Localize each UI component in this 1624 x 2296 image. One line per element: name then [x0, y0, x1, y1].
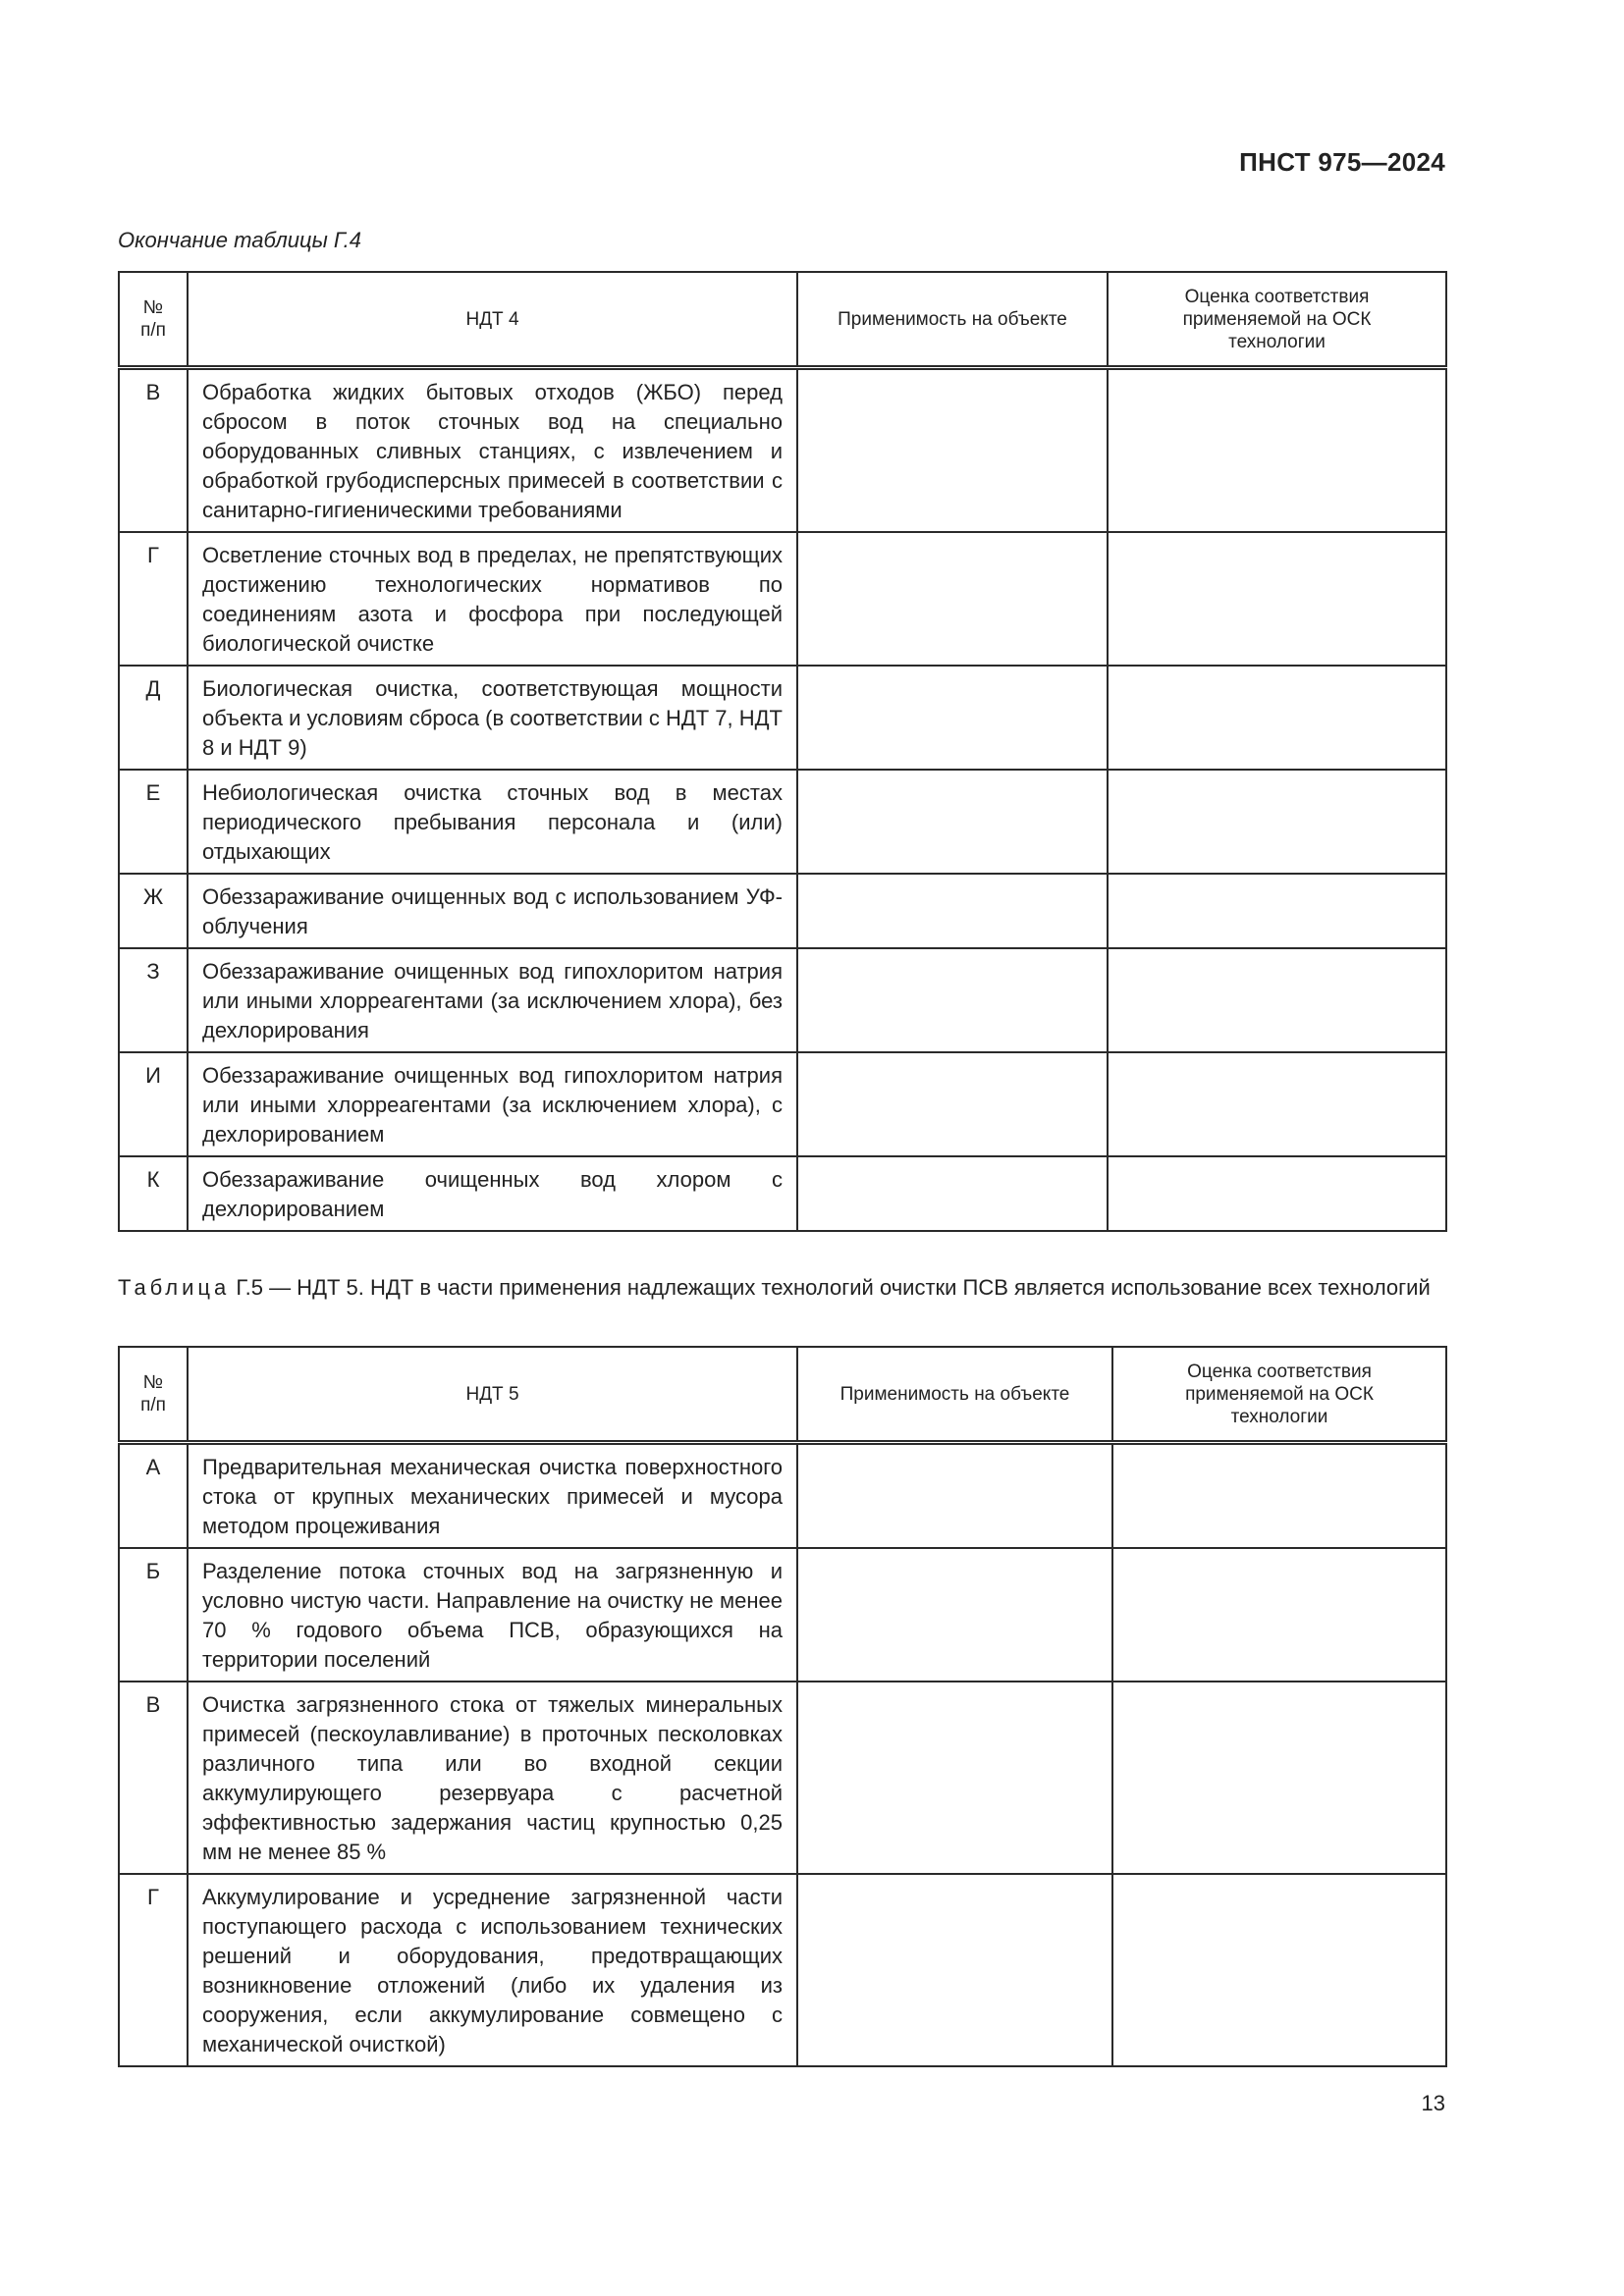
table-g4-body: [119, 368, 1446, 1232]
row-number-cell: Г: [119, 1874, 188, 2066]
row-assessment-cell: [1112, 1682, 1446, 1874]
table-row: [119, 770, 1446, 874]
row-applicability-cell: [797, 1548, 1112, 1682]
header-applicability: Применимость на объекте: [797, 1347, 1112, 1443]
header-assessment-line1: Оценка соответствия: [1187, 1361, 1372, 1382]
header-num: [119, 1347, 188, 1443]
header-assessment: [1108, 272, 1446, 368]
row-applicability-cell: [797, 948, 1108, 1052]
row-applicability-cell: [797, 1156, 1108, 1231]
row-number-cell: А: [119, 1443, 188, 1549]
row-number-cell: Б: [119, 1548, 188, 1682]
row-description-cell: Обработка жидких бытовых отходов (ЖБО) перед сбросом в поток сточных вод на специально оборудованных сливных станциях, с извлечением и обработкой грубодисперсных примесей в соответствии с санитарно-гигиеническими требованиями: [188, 368, 797, 533]
document-code: ПНСТ 975—2024: [1239, 147, 1445, 177]
header-num-line2: п/п: [140, 1395, 166, 1415]
row-applicability-cell: [797, 770, 1108, 874]
row-assessment-cell: [1108, 874, 1446, 948]
row-assessment-cell: [1112, 1443, 1446, 1549]
table-continuation-label: Окончание таблицы Г.4: [118, 228, 361, 252]
table-row: [119, 1548, 1446, 1682]
row-description-cell: Аккумулирование и усреднение загрязненной части поступающего расхода с использованием технических решений и оборудования, предотвращающих возникновение отложений (либо их удаления из сооружения, если аккумулирование совмещено с механической очисткой): [188, 1874, 797, 2066]
row-assessment-cell: [1108, 1156, 1446, 1231]
table-row: [119, 948, 1446, 1052]
table-row: [119, 1443, 1446, 1549]
table-row: [119, 1052, 1446, 1156]
table-row: [119, 1682, 1446, 1874]
table-row: [119, 666, 1446, 770]
table-row: [119, 1156, 1446, 1231]
table-g5: [118, 1346, 1447, 2067]
header-assessment: [1112, 1347, 1446, 1443]
row-assessment-cell: [1108, 666, 1446, 770]
row-assessment-cell: [1112, 1548, 1446, 1682]
row-applicability-cell: [797, 1443, 1112, 1549]
row-applicability-cell: [797, 368, 1108, 533]
table-g5-header: [119, 1347, 1446, 1443]
row-description-cell: Обеззараживание очищенных вод гипохлоритом натрия или иными хлорреагентами (за исключением хлора), с дехлорированием: [188, 1052, 797, 1156]
row-number-cell: В: [119, 368, 188, 533]
page-number: 13: [1421, 2091, 1445, 2115]
row-description-cell: Обеззараживание очищенных вод гипохлоритом натрия или иными хлорреагентами (за исключением хлора), без дехлорирования: [188, 948, 797, 1052]
row-description-cell: Предварительная механическая очистка поверхностного стока от крупных механических примесей и мусора методом процеживания: [188, 1443, 797, 1549]
table-g5-caption-text: Г.5 — НДТ 5. НДТ в части применения надлежащих технологий очистки ПСВ является использование всех технологий: [230, 1275, 1431, 1300]
table-g4-header: [119, 272, 1446, 368]
row-number-cell: Д: [119, 666, 188, 770]
row-description-cell: Осветление сточных вод в пределах, не препятствующих достижению технологических нормативов по соединениям азота и фосфора при последующей биологической очистке: [188, 532, 797, 666]
row-number-cell: Е: [119, 770, 188, 874]
header-assessment-line3: технологии: [1228, 331, 1326, 352]
row-number-cell: Ж: [119, 874, 188, 948]
header-assessment-line3: технологии: [1230, 1406, 1328, 1427]
header-applicability: Применимость на объекте: [797, 272, 1108, 368]
row-number-cell: Г: [119, 532, 188, 666]
header-assessment-line1: Оценка соответствия: [1184, 286, 1370, 307]
table-g5-body: [119, 1443, 1446, 2067]
row-number-cell: И: [119, 1052, 188, 1156]
row-applicability-cell: [797, 1874, 1112, 2066]
row-assessment-cell: [1108, 368, 1446, 533]
table-g5-caption: [118, 1273, 1445, 1303]
row-assessment-cell: [1112, 1874, 1446, 2066]
row-description-cell: Обеззараживание очищенных вод с использованием УФ-облучения: [188, 874, 797, 948]
row-applicability-cell: [797, 666, 1108, 770]
header-ndt: НДТ 4: [188, 272, 797, 368]
header-assessment-line2: применяемой на ОСК: [1185, 1383, 1374, 1405]
row-number-cell: В: [119, 1682, 188, 1874]
row-applicability-cell: [797, 1052, 1108, 1156]
table-header-row: [119, 272, 1446, 368]
row-assessment-cell: [1108, 532, 1446, 666]
row-description-cell: Биологическая очистка, соответствующая мощности объекта и условиям сброса (в соответствии с НДТ 7, НДТ 8 и НДТ 9): [188, 666, 797, 770]
row-assessment-cell: [1108, 948, 1446, 1052]
table-g4: [118, 271, 1447, 1232]
row-applicability-cell: [797, 1682, 1112, 1874]
header-num-line1: №: [142, 1372, 164, 1393]
row-assessment-cell: [1108, 770, 1446, 874]
table-row: [119, 532, 1446, 666]
row-description-cell: Небиологическая очистка сточных вод в местах периодического пребывания персонала и (или) отдыхающих: [188, 770, 797, 874]
row-description-cell: Очистка загрязненного стока от тяжелых минеральных примесей (пескоулавливание) в проточных песколовках различного типа или во входной секции аккумулирующего резервуара с расчетной эффективностью задержания частиц крупностью 0,25 мм не менее 85 %: [188, 1682, 797, 1874]
row-number-cell: К: [119, 1156, 188, 1231]
table-row: [119, 874, 1446, 948]
row-applicability-cell: [797, 874, 1108, 948]
header-num: [119, 272, 188, 368]
header-num-line1: №: [142, 297, 164, 318]
table-g5-caption-prefix: Таблица: [118, 1275, 231, 1300]
header-assessment-line2: применяемой на ОСК: [1182, 308, 1372, 330]
row-applicability-cell: [797, 532, 1108, 666]
row-number-cell: З: [119, 948, 188, 1052]
header-ndt: НДТ 5: [188, 1347, 797, 1443]
table-header-row: [119, 1347, 1446, 1443]
row-description-cell: Разделение потока сточных вод на загрязненную и условно чистую части. Направление на очистку не менее 70 % годового объема ПСВ, образующихся на территории поселений: [188, 1548, 797, 1682]
table-row: [119, 1874, 1446, 2066]
row-assessment-cell: [1108, 1052, 1446, 1156]
row-description-cell: Обеззараживание очищенных вод хлором с дехлорированием: [188, 1156, 797, 1231]
table-row: [119, 368, 1446, 533]
header-num-line2: п/п: [140, 320, 166, 341]
